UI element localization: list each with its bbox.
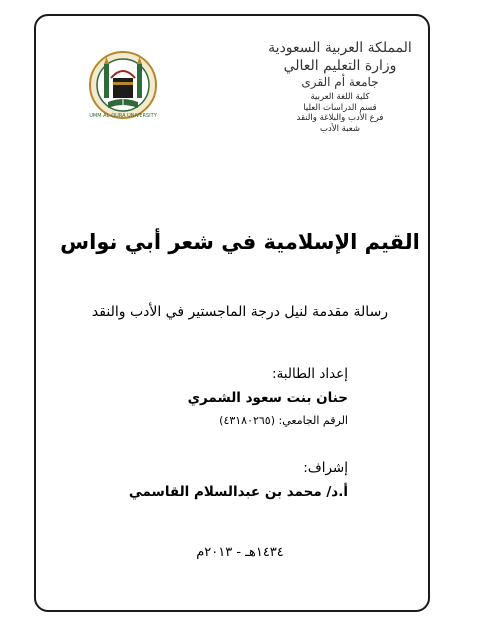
- ministry-label: وزارة التعليم العالي: [283, 57, 397, 74]
- division-label: شعبة الأدب: [319, 123, 361, 134]
- date-line: ١٤٣٤هـ - ٢٠١٣م: [196, 545, 284, 560]
- student-id: الرقم الجامعي: (٤٣١٨٠٢٦٥): [219, 414, 348, 427]
- university-logo: [88, 48, 158, 122]
- college-label: كلية اللغة العربية: [310, 92, 370, 102]
- university-label: جامعة أم القرى: [301, 75, 379, 89]
- thesis-subtitle: رسالة مقدمة لنيل درجة الماجستير في الأدب والنقد: [91, 304, 389, 320]
- preparer-name: حنان بنت سعود الشمري: [187, 390, 348, 406]
- supervisor-name: أ.د/ محمد بن عبدالسلام القاسمي: [128, 484, 348, 500]
- kingdom-label: المملكة العربية السعودية: [268, 40, 412, 56]
- logo-caption: UMM AL-QURA UNIVERSITY: [89, 113, 157, 119]
- supervisor-section: [88, 460, 348, 500]
- branch-label: فرع الأدب والبلاغة والنقد: [296, 113, 384, 124]
- institution-header: [260, 40, 420, 135]
- preparer-label: إعداد الطالبة:: [272, 366, 348, 382]
- supervisor-label: إشراف:: [303, 460, 348, 476]
- thesis-title: القيم الإسلامية في شعر أبي نواس: [60, 230, 420, 254]
- department-label: قسم الدراسات العليا: [303, 102, 377, 113]
- preparer-section: [88, 366, 348, 427]
